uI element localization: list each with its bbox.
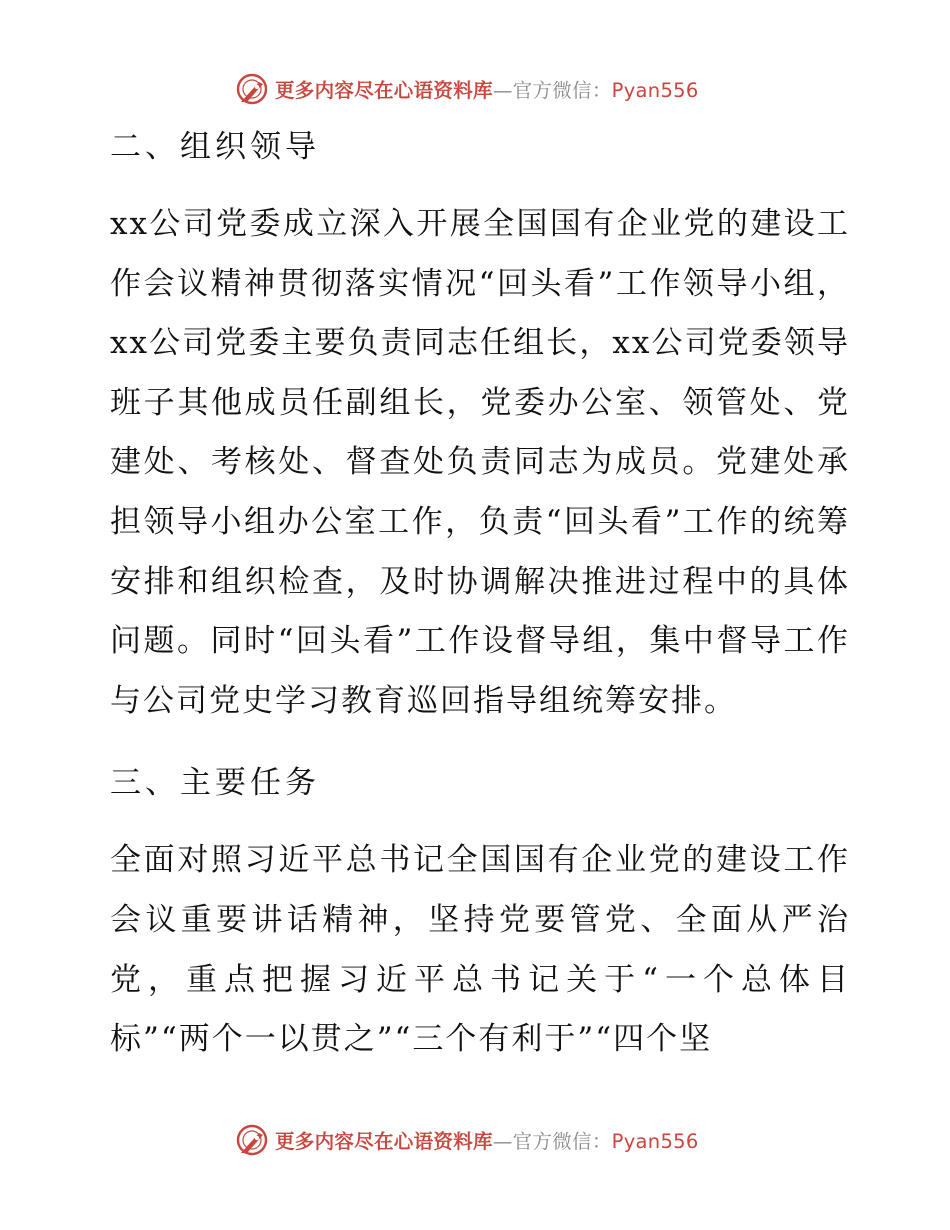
section-heading-tasks: 三、主要任务: [110, 765, 320, 802]
section-heading-organization: 二、组织领导: [110, 129, 320, 165]
watermark-dash: —: [492, 79, 513, 102]
watermark-site-text: 更多内容尽在心语资料库: [275, 79, 493, 102]
watermark-footer: [235, 1123, 699, 1157]
watermark-header: [235, 72, 699, 106]
pen-logo-icon: [235, 1123, 269, 1157]
document-body: [100, 118, 850, 1070]
watermark-official-label: 官方微信：: [512, 79, 612, 102]
paragraph-tasks: 全面对照习近平总书记全国国有企业党的建设工作会议重要讲话精神，坚持党要管党、全面从严治党，重点把握习近平总书记关于“一个总体目标”“两个一以贯之”“三个有利于”“四个坚: [110, 842, 850, 1058]
watermark-site-text: 更多内容尽在心语资料库: [275, 1130, 493, 1153]
watermark-wechat-id: Pyan556: [611, 1130, 699, 1153]
paragraph-organization: xx公司党委成立深入开展全国国有企业党的建设工作会议精神贯彻落实情况“回头看”工作领导小组，xx公司党委主要负责同志任组长，xx公司党委领导班子其他成员任副组长，党委办公室、领管处、党建处、考核处、督查处负责同志为成员。党建处承担领导小组办公室工作，负责“回头看”工作的统筹安排和组织检查，及时协调解决推进过程中的具体问题。同时“回头看”工作设督导组，集中督导工作与公司党史学习教育巡回指导组统筹安排。: [110, 206, 850, 719]
watermark-official-label: 官方微信：: [512, 1130, 612, 1153]
watermark-dash: —: [492, 1130, 513, 1153]
pen-logo-icon: [235, 72, 269, 106]
watermark-wechat-id: Pyan556: [611, 79, 699, 102]
